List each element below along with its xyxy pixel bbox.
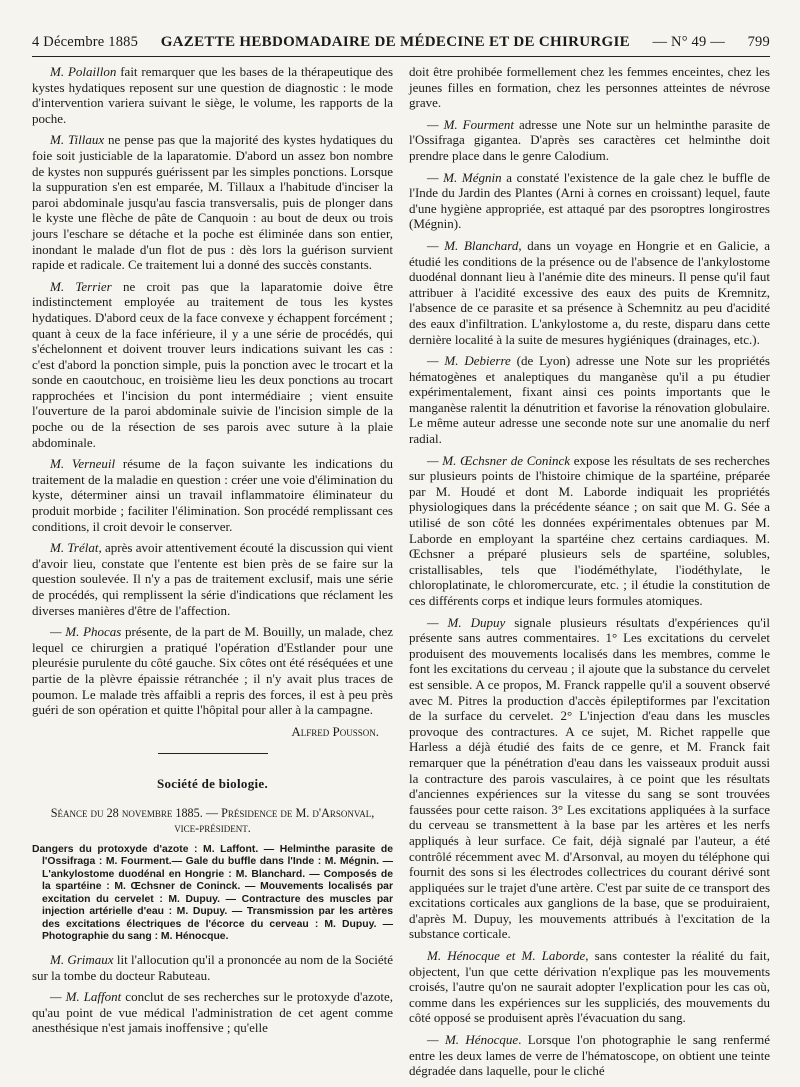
paragraph-text: fait remarquer que les bases de la thérapeutique des kystes hydatiques reposent sur une question de diagnostic : le mode d'intervention variera suivant le siège, le volume, les rapports de la poche. [32, 64, 394, 126]
issue-number: — N° 49 — [652, 34, 725, 50]
paragraph [409, 170, 770, 232]
speaker-name: M. Terrier [50, 278, 112, 294]
speaker-name: — M. Fourment [427, 116, 514, 132]
speaker-name: — M. Blanchard [427, 237, 519, 253]
speaker-name: — M. Laffont [50, 989, 122, 1005]
paragraph [32, 540, 393, 618]
paragraph-text: , après avoir attentivement écouté la discussion qui vient d'avoir lieu, constate que l'entente est bien près de se faire sur la question soulevée. Il n'y a pas de traitement exclusif, mais une série de procédés, qui remplissent la série d'indications que réclament les diverses manières d'être de l'affection. [32, 540, 393, 618]
section-divider [158, 753, 268, 754]
speaker-name: — M. Hénocque [427, 1032, 519, 1048]
speaker-name: M. Polaillon [50, 64, 117, 79]
paragraph [32, 952, 393, 983]
paragraph-text: a constaté l'existence de la gale chez le buffle de l'Inde du Jardin des Plantes (Arni à cornes en croissant) lequel, faute d'une hygiène appropriée, est attaqué par des psoroptres longirostres (Mégnin). [409, 169, 770, 232]
author-signature [32, 724, 379, 740]
session-summary: Dangers du protoxyde d'azote : M. Laffont. — Helminthe parasite de l'Ossifraga : M. Fourment.— Gale du buffle dans l'Inde : M. Mégnin. — L'ankylostome duodénal en Hongrie : M. Blanchard. — Composés de la spartéine : M. Œchsner de Coninck. — Mouvements localisés par excitation du cervelet : M. Dupuy. — Contracture des muscles par injection artérielle d'eau : M. Dupuy. — Transmission par les artères des excitations électriques de l'écorce du cerveau : M. Dupuy. — Photographie du sang : M. Hénocque. [32, 843, 393, 943]
society-title: Société de biologie. [156, 776, 269, 792]
speaker-name: — M. Dupuy [427, 614, 506, 630]
paragraph-text: expose les résultats de ses recherches sur plusieurs points de l'histoire chimique de la spartéine, préparée par M. Houdé et dont M. Laborde indiquait les propriétés physiologiques dans la précédente séance ; on sait que M. G. Sée a utilisé de son côté les données expérimentales obtenues par M. Laborde en employant la spartéine chez certains cardiaques. M. Œchsner a préparé plusieurs sels de spartéine, solubles, cristallisables, tels que l'iodéméthylate, l'iodéthylate, le chloroplatinate, le chloromercurate, etc. ; il étudie la constitution de ces différents corps et indique leurs formules atomiques. [409, 452, 770, 608]
speaker-name: M. Hénocque et M. Laborde [427, 948, 586, 964]
paragraph-text: présente, de la part de M. Bouilly, un malade, chez lequel ce chirurgien a pratiqué l'opération d'Estlander pour une pleurésie purulente du côté gauche. Six côtes ont été réséquées et une partie de la plèvre épaissie rétranchée ; il n'y avait plus traces de poumon. Le malade très affaibli a repris des forces, il est à peu près guéri de son opération et quitte l'hôpital pour aller à la campagne. [32, 624, 393, 718]
right-column [409, 64, 770, 1085]
speaker-name: M. Verneuil [50, 456, 116, 472]
paragraph [32, 456, 393, 534]
speaker-name: M. Grimaux [50, 951, 114, 967]
paragraph-text: , sans contester la réalité du fait, objectent, l'un que cette dérivation n'explique pas les mouvements croisés, l'autre qu'on ne saurait adopter l'explication pour les cas où, comme dans les expériences sur les suppliciés, des mouvements du côté opposé se produisent après l'évacuation du sang. [409, 948, 770, 1026]
left-column [32, 64, 393, 1085]
signature-text: Alfred Pousson. [291, 723, 379, 739]
speaker-name: — M. Phocas [50, 624, 122, 640]
paragraph-text: lit l'allocution qu'il a prononcée au nom de la Société sur la tombe du docteur Rabuteau. [32, 951, 393, 983]
paragraph-text: , dans un voyage en Hongrie et en Galicie, a étudié les conditions de la présence ou de l'absence de l'ankylostome duodénal donnant lieu à l'anémie dite des mineurs. Il pense qu'il faut attribuer à l'acidité excessive des eaux des puits de Kremnitz, l'absence de ce parasite et sa présence à Schemnitz au peu d'acidité des eaux d'infiltration. L'ankylostome a, du reste, disparu dans cette dernière localité à la suite de mesures hygiéniques (drainages, etc.). [409, 237, 770, 347]
paragraph [409, 1032, 770, 1079]
page-header [32, 34, 770, 57]
speaker-name: — M. Mégnin [427, 169, 502, 185]
paragraph [409, 948, 770, 1026]
paragraph-text: résume de la façon suivante les indications du traitement de la maladie en question : créer une voie d'élimination du kyste, déterminer ainsi un travail inflammatoire éliminateur du produit morbide ; faciliter l'élimination. Son procédé remplissant ces conditions, il croit devoir le conserver. [32, 456, 393, 534]
paragraph [409, 615, 770, 942]
paragraph-text: . Lorsque l'on photographie le sang renfermé entre les deux lames de verre de l'hématoscope, on obtient une teinte dégradée dans laquelle, pour le cliché [409, 1032, 770, 1079]
paragraph-text: signale plusieurs résultats d'expériences qu'il présente sans autres commentaires. 1° Les excitations du cervelet produisent des mouvements localisés dans les membres, comme le font les excitations du cerveau ; il ajoute que la substance du cervelet est sensible. A ce propos, M. Franck rappelle qu'il a souvent observé avec M. Pitres la production d'accès épileptiformes par l'excitation de la surface du cervelet. 2° L'injection d'eau dans les muscles provoque des contractures. A ce sujet, M. Richet rappelle que Harless a déjà étudié des faits de ce genre, et M. Franck fait remarquer que la pénétration d'eau dans les vaisseaux produit aussi la contracture des parois vasculaires, à ce point que les résultats d'anciennes expériences sur la vitesse du sang se sont trouvées faussées pour cette raison. 3° Les excitations appliquées à la surface du cerveau se transmettent à la base par les artères et les nerfs appliqués à leur surface. Ce fait, déjà signalé par l'auteur, a été contrôlé récemment avec M. d'Arsonval, au moyen du téléphone qui fournit des sons si les électrodes collectrices du courant dérivé sont appliquées sur le trajet d'une artère. C'est par suite de ce transport des excitations corticales aux ganglions de la base, que se produiraient, d'après M. Dupuy, les mouvements attribués à l'excitation de la substance corticale. [409, 614, 770, 942]
paragraph-text: conclut de ses recherches sur le protoxyde d'azote, qu'au point de vue médical l'administration de cet agent comme anesthésique n'est jamais inoffensive ; qu'elle [32, 989, 393, 1036]
paragraph-text: ne croit pas que la laparatomie doive être indistinctement employée au traitement de tous les kystes hydatiques. D'abord ceux de la face convexe y échappent forcément ; quant à ceux de la face inférieure, il y a une série de procédés, qui s'échelonnent et doivent trouver leurs indications suivant les cas : c'est d'abord la ponction simple, puis la ponction avec le trocart et la sonde en caoutchouc, en troisième lieu les deux ponctions au trocart rapprochées et l'incision du pont intermédiaire ; vient ensuite l'ouverture de la paroi abdominale suivie de l'incision simple de la poche ou de la résection de ses parois avec suture à la plaie abdominale. [32, 278, 393, 450]
journal-title: GAZETTE HEBDOMADAIRE DE MÉDECINE ET DE CHIRURGIE [160, 34, 630, 50]
text-columns [32, 64, 770, 1085]
speaker-name: M. Tillaux [50, 132, 105, 148]
speaker-name: M. Trélat [50, 540, 99, 556]
paragraph [32, 64, 393, 126]
paragraph-text: adresse une Note sur un helminthe parasite de l'Ossifraga gigantea. D'après ses caractères cet helminthe doit prendre place dans le genre Calodium. [409, 116, 770, 163]
paragraph [32, 279, 393, 451]
paragraph [409, 64, 770, 111]
paragraph [409, 353, 770, 447]
session-heading: Séance du 28 novembre 1885. — Présidence de M. d'Arsonval, vice-président. [50, 805, 375, 835]
speaker-name: — M. Debierre [427, 353, 511, 369]
paragraph-text: ne pense pas que la majorité des kystes hydatiques du foie soit justiciable de la laparatomie. D'abord un assez bon nombre de kystes non suppurés guérissent par les simples ponctions. Lorsque la suppuration s'en est emparée, M. Tillaux a l'habitude d'inciser la paroi abdominale jusqu'au fascia transversalis, puis de plonger dans le kyste une flèche de pâte de Canquoin : au bout de deux ou trois jours l'eschare se détache et la poche est éliminée dans son entier, inondant le malade d'un flot de pus : dès lors la guérison survient rapide et radicale. Ce traitement lui a donné des succès constants. [32, 132, 393, 273]
speaker-name: — M. Œchsner de Coninck [427, 452, 571, 468]
paragraph-text: (de Lyon) adresse une Note sur les propriétés hématogènes et analeptiques du manganèse qu'il a pu étudier expérimentalement, fixant ainsi ces points importants que le manganèse ralentit la dénutrition et favorise la rénovation globulaire. Le même auteur adresse une seconde note sur une anomalie du nerf radial. [409, 353, 770, 447]
paragraph [409, 238, 770, 347]
paragraph [32, 624, 393, 718]
paragraph [409, 117, 770, 164]
paragraph [32, 132, 393, 272]
paragraph [32, 989, 393, 1036]
issue-date: 4 Décembre 1885 [32, 34, 139, 50]
paragraph [409, 453, 770, 609]
page-number: 799 [747, 34, 770, 50]
paragraph-text: doit être prohibée formellement chez les femmes enceintes, chez les jeunes filles en formation, chez les personnes atteintes de névrose grave. [409, 64, 770, 111]
